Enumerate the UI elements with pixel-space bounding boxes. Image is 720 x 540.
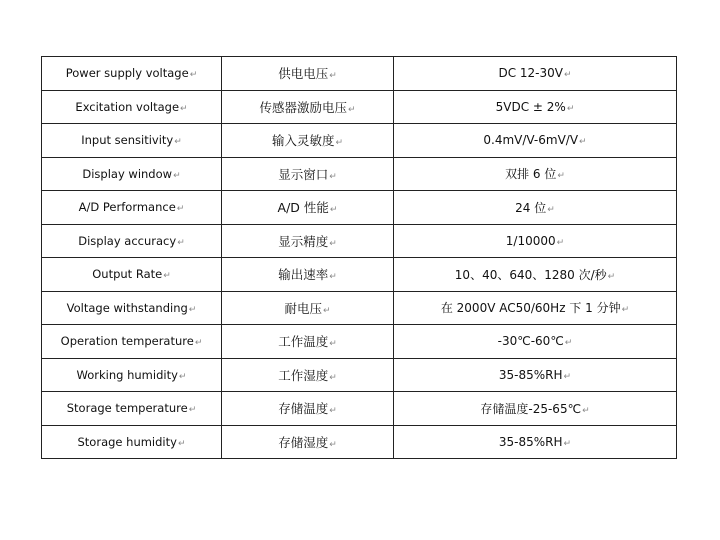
paragraph-mark-icon: ↵ <box>347 104 356 115</box>
spec-name-en: Display accuracy <box>78 233 177 248</box>
paragraph-mark-icon: ↵ <box>322 305 331 316</box>
spec-name-zh: 输出速率 <box>278 267 329 283</box>
spec-name-zh-cell <box>222 425 394 459</box>
spec-name-en: Storage humidity <box>77 434 177 449</box>
spec-name-zh-cell <box>222 157 394 191</box>
paragraph-mark-icon: ↵ <box>177 237 185 248</box>
spec-value-cell <box>394 124 677 158</box>
table-row <box>42 157 677 191</box>
spec-value: 5VDC ± 2% <box>495 99 566 114</box>
spec-value-cell <box>394 425 677 459</box>
spec-name-en-cell <box>42 157 222 191</box>
paragraph-mark-icon: ↵ <box>178 371 187 382</box>
spec-value-cell <box>394 90 677 124</box>
spec-name-en-cell <box>42 57 222 91</box>
spec-value: 35-85%RH <box>498 434 563 449</box>
spec-name-en-cell <box>42 124 222 158</box>
paragraph-mark-icon: ↵ <box>329 406 337 417</box>
spec-value: 在 2000V AC50/60Hz 下 1 分钟 <box>440 301 621 316</box>
spec-table <box>41 56 677 459</box>
paragraph-mark-icon: ↵ <box>329 372 337 383</box>
spec-value-cell <box>394 157 677 191</box>
paragraph-mark-icon: ↵ <box>607 271 616 282</box>
spec-name-zh: 显示窗口 <box>278 166 329 182</box>
spec-name-zh-cell <box>222 124 394 158</box>
spec-name-zh: 存储湿度 <box>278 434 329 450</box>
paragraph-mark-icon: ↵ <box>188 405 197 416</box>
spec-name-en-cell <box>42 425 222 459</box>
spec-value: 24 位 <box>515 200 547 215</box>
paragraph-mark-icon: ↵ <box>329 205 338 216</box>
spec-name-zh-cell <box>222 224 394 258</box>
spec-name-zh-cell <box>222 90 394 124</box>
spec-value: 35-85%RH <box>498 367 563 382</box>
table-row <box>42 224 677 258</box>
paragraph-mark-icon: ↵ <box>556 237 565 248</box>
spec-name-en: Power supply voltage <box>65 66 189 81</box>
spec-value-cell <box>394 191 677 225</box>
table-row <box>42 90 677 124</box>
paragraph-mark-icon: ↵ <box>180 103 188 114</box>
spec-name-en-cell <box>42 90 222 124</box>
table-row <box>42 392 677 426</box>
paragraph-mark-icon: ↵ <box>329 272 337 283</box>
spec-name-zh-cell <box>222 358 394 392</box>
spec-name-zh: 耐电压 <box>284 300 322 316</box>
spec-name-en: Operation temperature <box>60 334 194 349</box>
paragraph-mark-icon: ↵ <box>557 171 565 182</box>
spec-value: DC 12-30V <box>498 66 563 81</box>
spec-name-en: Output Rate <box>92 267 163 282</box>
table-row <box>42 291 677 325</box>
spec-value-cell <box>394 258 677 292</box>
spec-value: 10、40、640、1280 次/秒 <box>454 267 607 282</box>
spec-name-zh: 传感器激励电压 <box>259 99 347 115</box>
paragraph-mark-icon: ↵ <box>329 238 337 249</box>
spec-name-zh-cell <box>222 57 394 91</box>
spec-value: 0.4mV/V-6mV/V <box>483 133 579 148</box>
paragraph-mark-icon: ↵ <box>579 137 587 148</box>
spec-name-en: A/D Performance <box>78 200 176 215</box>
spec-name-en-cell <box>42 224 222 258</box>
spec-name-en-cell <box>42 325 222 359</box>
paragraph-mark-icon: ↵ <box>563 371 572 382</box>
paragraph-mark-icon: ↵ <box>329 339 337 350</box>
spec-value-cell <box>394 224 677 258</box>
paragraph-mark-icon: ↵ <box>329 71 337 82</box>
paragraph-mark-icon: ↵ <box>329 171 337 182</box>
spec-name-zh: 工作湿度 <box>278 367 329 383</box>
paragraph-mark-icon: ↵ <box>547 204 555 215</box>
table-row <box>42 358 677 392</box>
spec-name-zh-cell <box>222 392 394 426</box>
paragraph-mark-icon: ↵ <box>563 438 572 449</box>
spec-name-en-cell <box>42 258 222 292</box>
spec-name-en: Excitation voltage <box>75 99 180 114</box>
spec-value-cell <box>394 325 677 359</box>
spec-table-body <box>42 57 677 459</box>
paragraph-mark-icon: ↵ <box>329 439 337 450</box>
spec-value: 双排 6 位 <box>505 167 557 182</box>
spec-name-en: Display window <box>82 166 173 181</box>
paragraph-mark-icon: ↵ <box>188 304 197 315</box>
paragraph-mark-icon: ↵ <box>177 438 186 449</box>
spec-name-zh: 存储温度 <box>278 401 329 417</box>
table-row <box>42 425 677 459</box>
paragraph-mark-icon: ↵ <box>189 70 198 81</box>
spec-name-zh: 供电电压 <box>278 66 329 82</box>
spec-value-cell <box>394 291 677 325</box>
table-row <box>42 325 677 359</box>
spec-value-cell <box>394 392 677 426</box>
spec-name-zh: 输入灵敏度 <box>271 133 335 149</box>
spec-name-zh-cell <box>222 191 394 225</box>
spec-name-zh-cell <box>222 258 394 292</box>
spec-name-en-cell <box>42 191 222 225</box>
paragraph-mark-icon: ↵ <box>176 204 185 215</box>
paragraph-mark-icon: ↵ <box>566 103 575 114</box>
paragraph-mark-icon: ↵ <box>173 170 181 181</box>
spec-name-en: Storage temperature <box>66 401 188 416</box>
spec-name-en: Working humidity <box>76 367 178 382</box>
table-row <box>42 191 677 225</box>
spec-name-en-cell <box>42 291 222 325</box>
spec-name-en: Input sensitivity <box>81 133 174 148</box>
spec-value: 1/10000 <box>505 233 556 248</box>
table-row <box>42 258 677 292</box>
table-row <box>42 57 677 91</box>
spec-name-zh: 显示精度 <box>278 233 329 249</box>
paragraph-mark-icon: ↵ <box>194 338 203 349</box>
spec-value: -30℃-60℃ <box>497 334 564 349</box>
paragraph-mark-icon: ↵ <box>582 405 590 416</box>
spec-name-zh: A/D 性能 <box>277 200 329 216</box>
paragraph-mark-icon: ↵ <box>163 271 171 282</box>
paragraph-mark-icon: ↵ <box>174 137 182 148</box>
spec-name-en-cell <box>42 358 222 392</box>
spec-value-cell <box>394 57 677 91</box>
paragraph-mark-icon: ↵ <box>621 305 630 316</box>
spec-value: 存储温度-25-65℃ <box>480 401 582 416</box>
spec-name-zh: 工作温度 <box>278 334 329 350</box>
spec-name-en-cell <box>42 392 222 426</box>
spec-value-cell <box>394 358 677 392</box>
spec-name-en: Voltage withstanding <box>66 300 188 315</box>
paragraph-mark-icon: ↵ <box>335 138 344 149</box>
table-row <box>42 124 677 158</box>
spec-name-zh-cell <box>222 291 394 325</box>
spec-name-zh-cell <box>222 325 394 359</box>
paragraph-mark-icon: ↵ <box>564 338 573 349</box>
paragraph-mark-icon: ↵ <box>563 70 572 81</box>
